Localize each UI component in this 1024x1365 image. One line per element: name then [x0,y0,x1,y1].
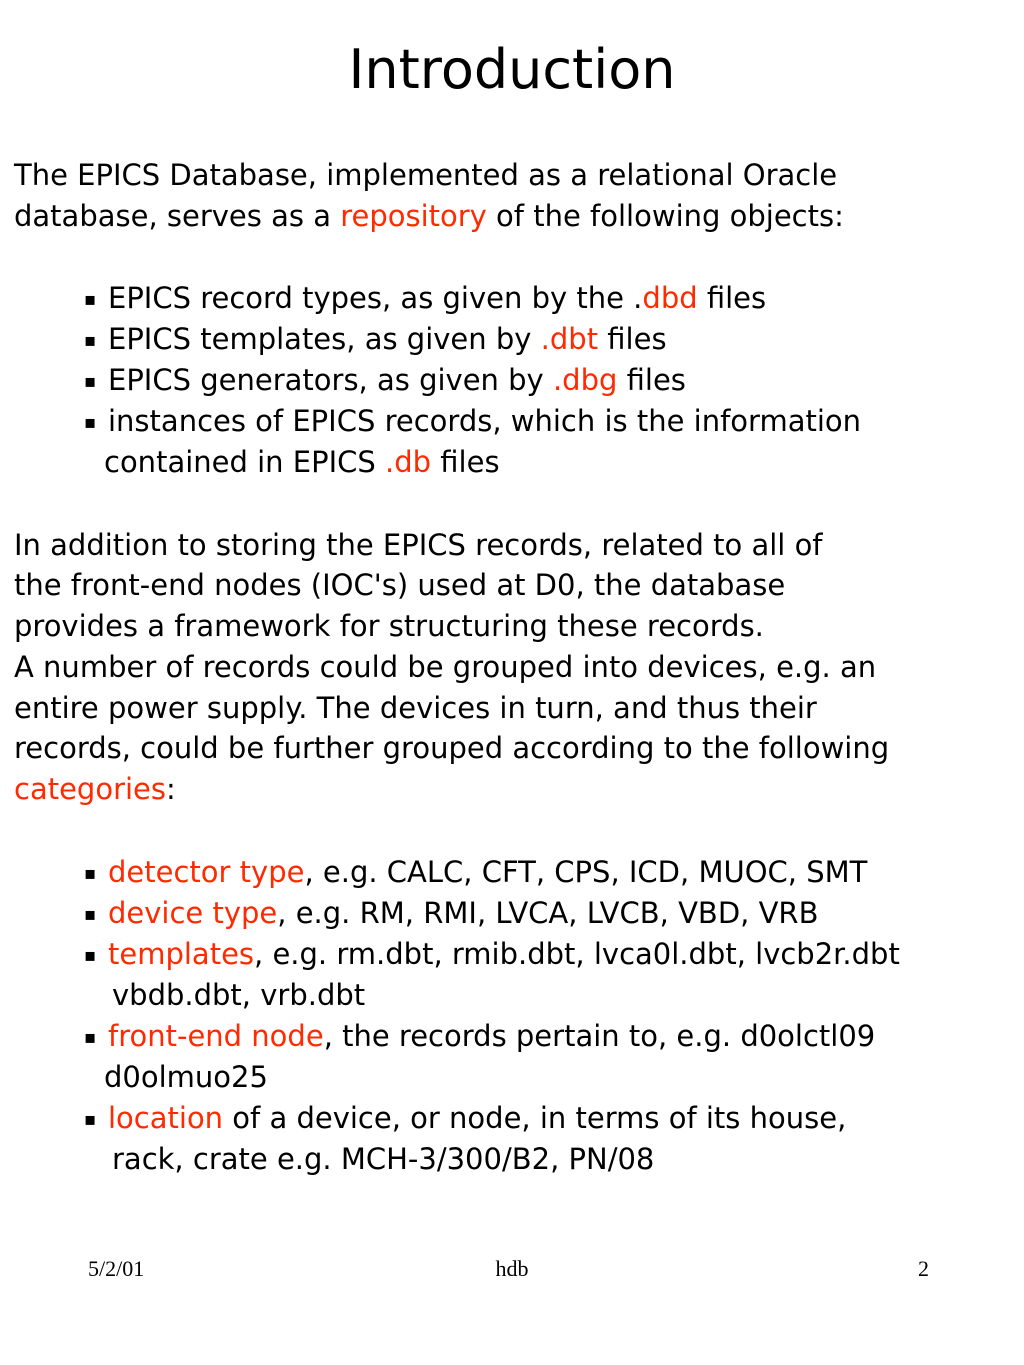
category-location: ▪ location of a device, or node, in terms of its house, [84,1098,846,1140]
highlight-categories: categories [14,772,167,806]
intro-line-1: The EPICS Database, implemented as a relational Oracle [14,158,838,192]
category-device-type: ▪ device type, e.g. RM, RMI, LVCA, LVCB, VBD, VRB [84,893,818,935]
highlight-repository: repository [340,199,487,233]
para2-line-6: records, could be further grouped according to the following [14,731,890,765]
object-item-dbg: ▪ EPICS generators, as given by .dbg files [84,360,686,402]
category-templates-continuation: vbdb.dbt, vrb.dbt [112,978,366,1012]
category-detector-type: ▪ detector type, e.g. CALC, CFT, CPS, ICD, MUOC, SMT [84,852,867,894]
bullet-icon: ▪ [84,945,97,966]
intro-line-2: database, serves as a repository of the following objects: [14,199,844,233]
object-item-db-continuation: contained in EPICS .db files [104,445,500,479]
para2-line-1: In addition to storing the EPICS records, related to all of [14,528,823,562]
bullet-icon: ▪ [84,371,97,392]
bullet-icon: ▪ [84,1027,97,1048]
category-location-continuation: rack, crate e.g. MCH-3/300/B2, PN/08 [112,1142,655,1176]
bullet-icon: ▪ [84,1109,97,1130]
bullet-icon: ▪ [84,412,97,433]
para2-line-2: the front-end nodes (IOC's) used at D0, the database [14,568,786,602]
bullet-icon: ▪ [84,330,97,351]
para2-line-5: entire power supply. The devices in turn, and thus their [14,691,817,725]
bullet-icon: ▪ [84,863,97,884]
footer-center: hdb [495,1256,529,1281]
category-templates: ▪ templates, e.g. rm.dbt, rmib.dbt, lvca0l.dbt, lvcb2r.dbt [84,934,900,976]
page-number: 2 [918,1256,929,1281]
category-front-end-node-continuation: d0olmuo25 [104,1060,268,1094]
slide-title: Introduction [348,38,676,101]
bullet-icon: ▪ [84,904,97,925]
footer-date: 5/2/01 [88,1256,145,1281]
bullet-icon: ▪ [84,289,97,310]
object-item-dbd: ▪ EPICS record types, as given by the .dbd files [84,278,766,320]
object-item-db: ▪ instances of EPICS records, which is the information [84,401,861,443]
category-front-end-node: ▪ front-end node, the records pertain to, e.g. d0olctl09 [84,1016,875,1058]
para2-line-7: categories: [14,772,176,806]
para2-line-3: provides a framework for structuring these records. [14,609,764,643]
object-item-dbt: ▪ EPICS templates, as given by .dbt files [84,319,667,361]
para2-line-4: A number of records could be grouped into devices, e.g. an [14,650,877,684]
